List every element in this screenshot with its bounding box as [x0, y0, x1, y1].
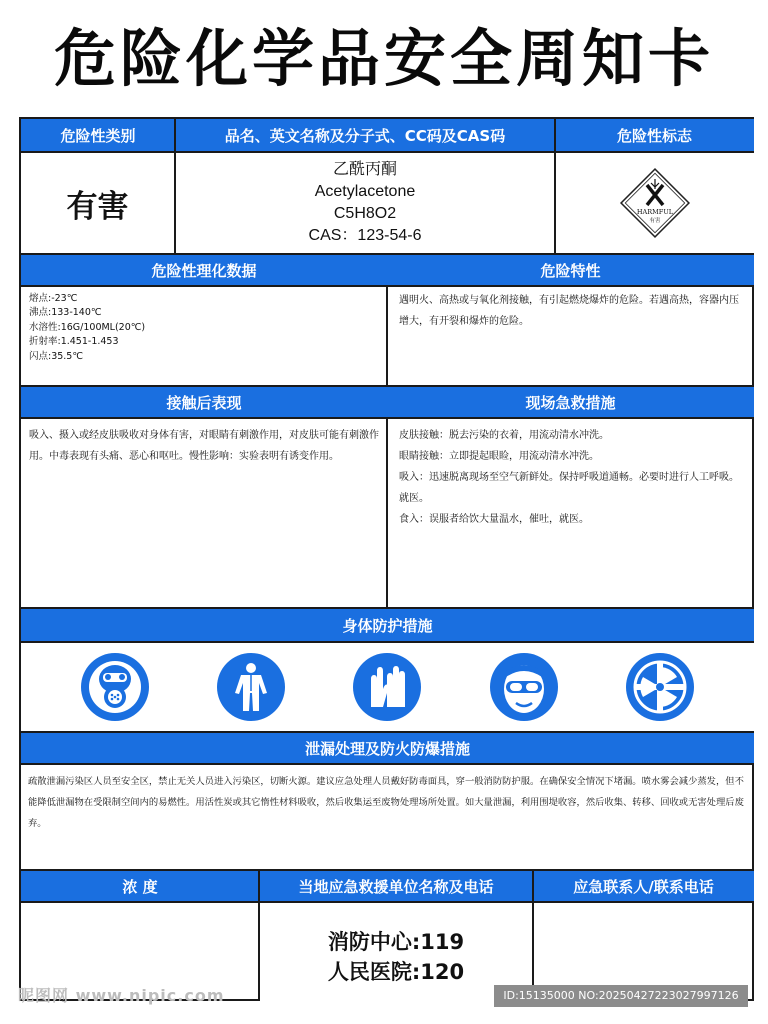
gloves-icon [353, 653, 421, 721]
water-solubility: 水溶性:16G/100ML(20℃) [29, 321, 146, 333]
symbol-text-cn: 有害 [649, 218, 661, 224]
flash-point: 闪点:35.5℃ [29, 350, 84, 362]
header-contact-symptoms: 接触后表现 [21, 387, 387, 419]
first-aid-ingestion: 食入：误服者给饮大量温水，催吐，就医。 [399, 514, 589, 525]
melting-point: 熔点:-23℃ [29, 293, 78, 304]
first-aid-eyes: 眼睛接触：立即提起眼睑，用流动清水冲洗。 [399, 451, 599, 462]
hazard-category-cell [21, 153, 174, 253]
hazard-category-value: 有害 [66, 188, 129, 225]
goggles-icon [490, 653, 558, 721]
header-hazard-category: 危险性类别 [21, 119, 175, 153]
header-local-emergency: 当地应急救援单位名称及电话 [259, 871, 533, 903]
physical-data-list [29, 292, 381, 382]
boiling-point: 沸点:133-140℃ [29, 307, 102, 319]
product-names-cell [176, 153, 554, 253]
header-body-protection: 身体防护措施 [21, 609, 754, 643]
ventilation-icon [626, 653, 694, 721]
safety-card [19, 117, 754, 1001]
page-title: 危险化学品安全周知卡 [53, 22, 714, 95]
refractive-index: 折射率:1.451-1.453 [29, 336, 119, 348]
hazard-symbol-cell [556, 153, 754, 253]
first-aid-skin: 皮肤接触：脱去污染的衣着，用流动清水冲洗。 [399, 430, 609, 441]
first-aid-list [399, 425, 747, 603]
contact-symptoms-text: 吸入、摄入或经皮肤吸收对身体有害，对眼睛有刺激作用，对皮肤可能有刺激作用。中毒表现有头痛、恶心和呕吐。慢性影响：实验表明有诱变作用。 [29, 425, 379, 603]
name-chinese: 乙酰丙酮 [332, 161, 397, 178]
leak-fire-text: 疏散泄漏污染区人员至安全区，禁止无关人员进入污染区，切断火源。建议应急处理人员戴好防毒面具，穿一般消防防护服。在确保安全情况下堵漏。喷水雾会减少蒸发，但不能降低泄漏物在受限制空间内的易燃性。用活性炭或其它惰性材料吸收，然后收集运至废物处理场所处置。如大量泄漏，利用围堤收容，然后收集、转移、回收或无害处理后废弃。 [28, 771, 748, 861]
hazard-properties-text: 遇明火、高热或与氧化剂接触，有引起燃烧爆炸的危险。若遇高热，容器内压增大，有开裂和爆炸的危险。 [399, 290, 745, 380]
protective-suit-icon [217, 653, 285, 721]
header-concentration: 浓 度 [21, 871, 259, 903]
header-hazard-symbol: 危险性标志 [555, 119, 754, 153]
watermark-site: 昵图网 www.nipic.com [18, 986, 225, 1005]
symbol-text-en: HARMFUL [636, 208, 674, 216]
header-product-names: 品名、英文名称及分子式、CC码及CAS码 [175, 119, 555, 153]
header-physical-data: 危险性理化数据 [21, 255, 387, 287]
ppe-icon-row [21, 643, 754, 731]
header-leak-fire: 泄漏处理及防火防爆措施 [21, 733, 754, 765]
cas-number: CAS：123-54-6 [308, 227, 422, 244]
header-hazard-properties: 危险特性 [387, 255, 754, 287]
watermark-id: ID:15135000 NO:20250427223027997126 [494, 985, 748, 1007]
gas-mask-icon [81, 653, 149, 721]
header-first-aid: 现场急救措施 [387, 387, 754, 419]
molecular-formula: C5H8O2 [333, 205, 397, 222]
harmful-symbol-icon [617, 165, 693, 241]
watermark-bar [0, 982, 768, 1010]
hospital-phone: 人民医院:120 [327, 960, 465, 984]
fire-center-phone: 消防中心:119 [327, 930, 465, 954]
header-emergency-contact: 应急联系人/联系电话 [533, 871, 754, 903]
first-aid-inhalation: 吸入：迅速脱离现场至空气新鲜处。保持呼吸道通畅。必要时进行人工呼吸。就医。 [399, 472, 739, 504]
name-english: Acetylacetone [314, 183, 416, 200]
